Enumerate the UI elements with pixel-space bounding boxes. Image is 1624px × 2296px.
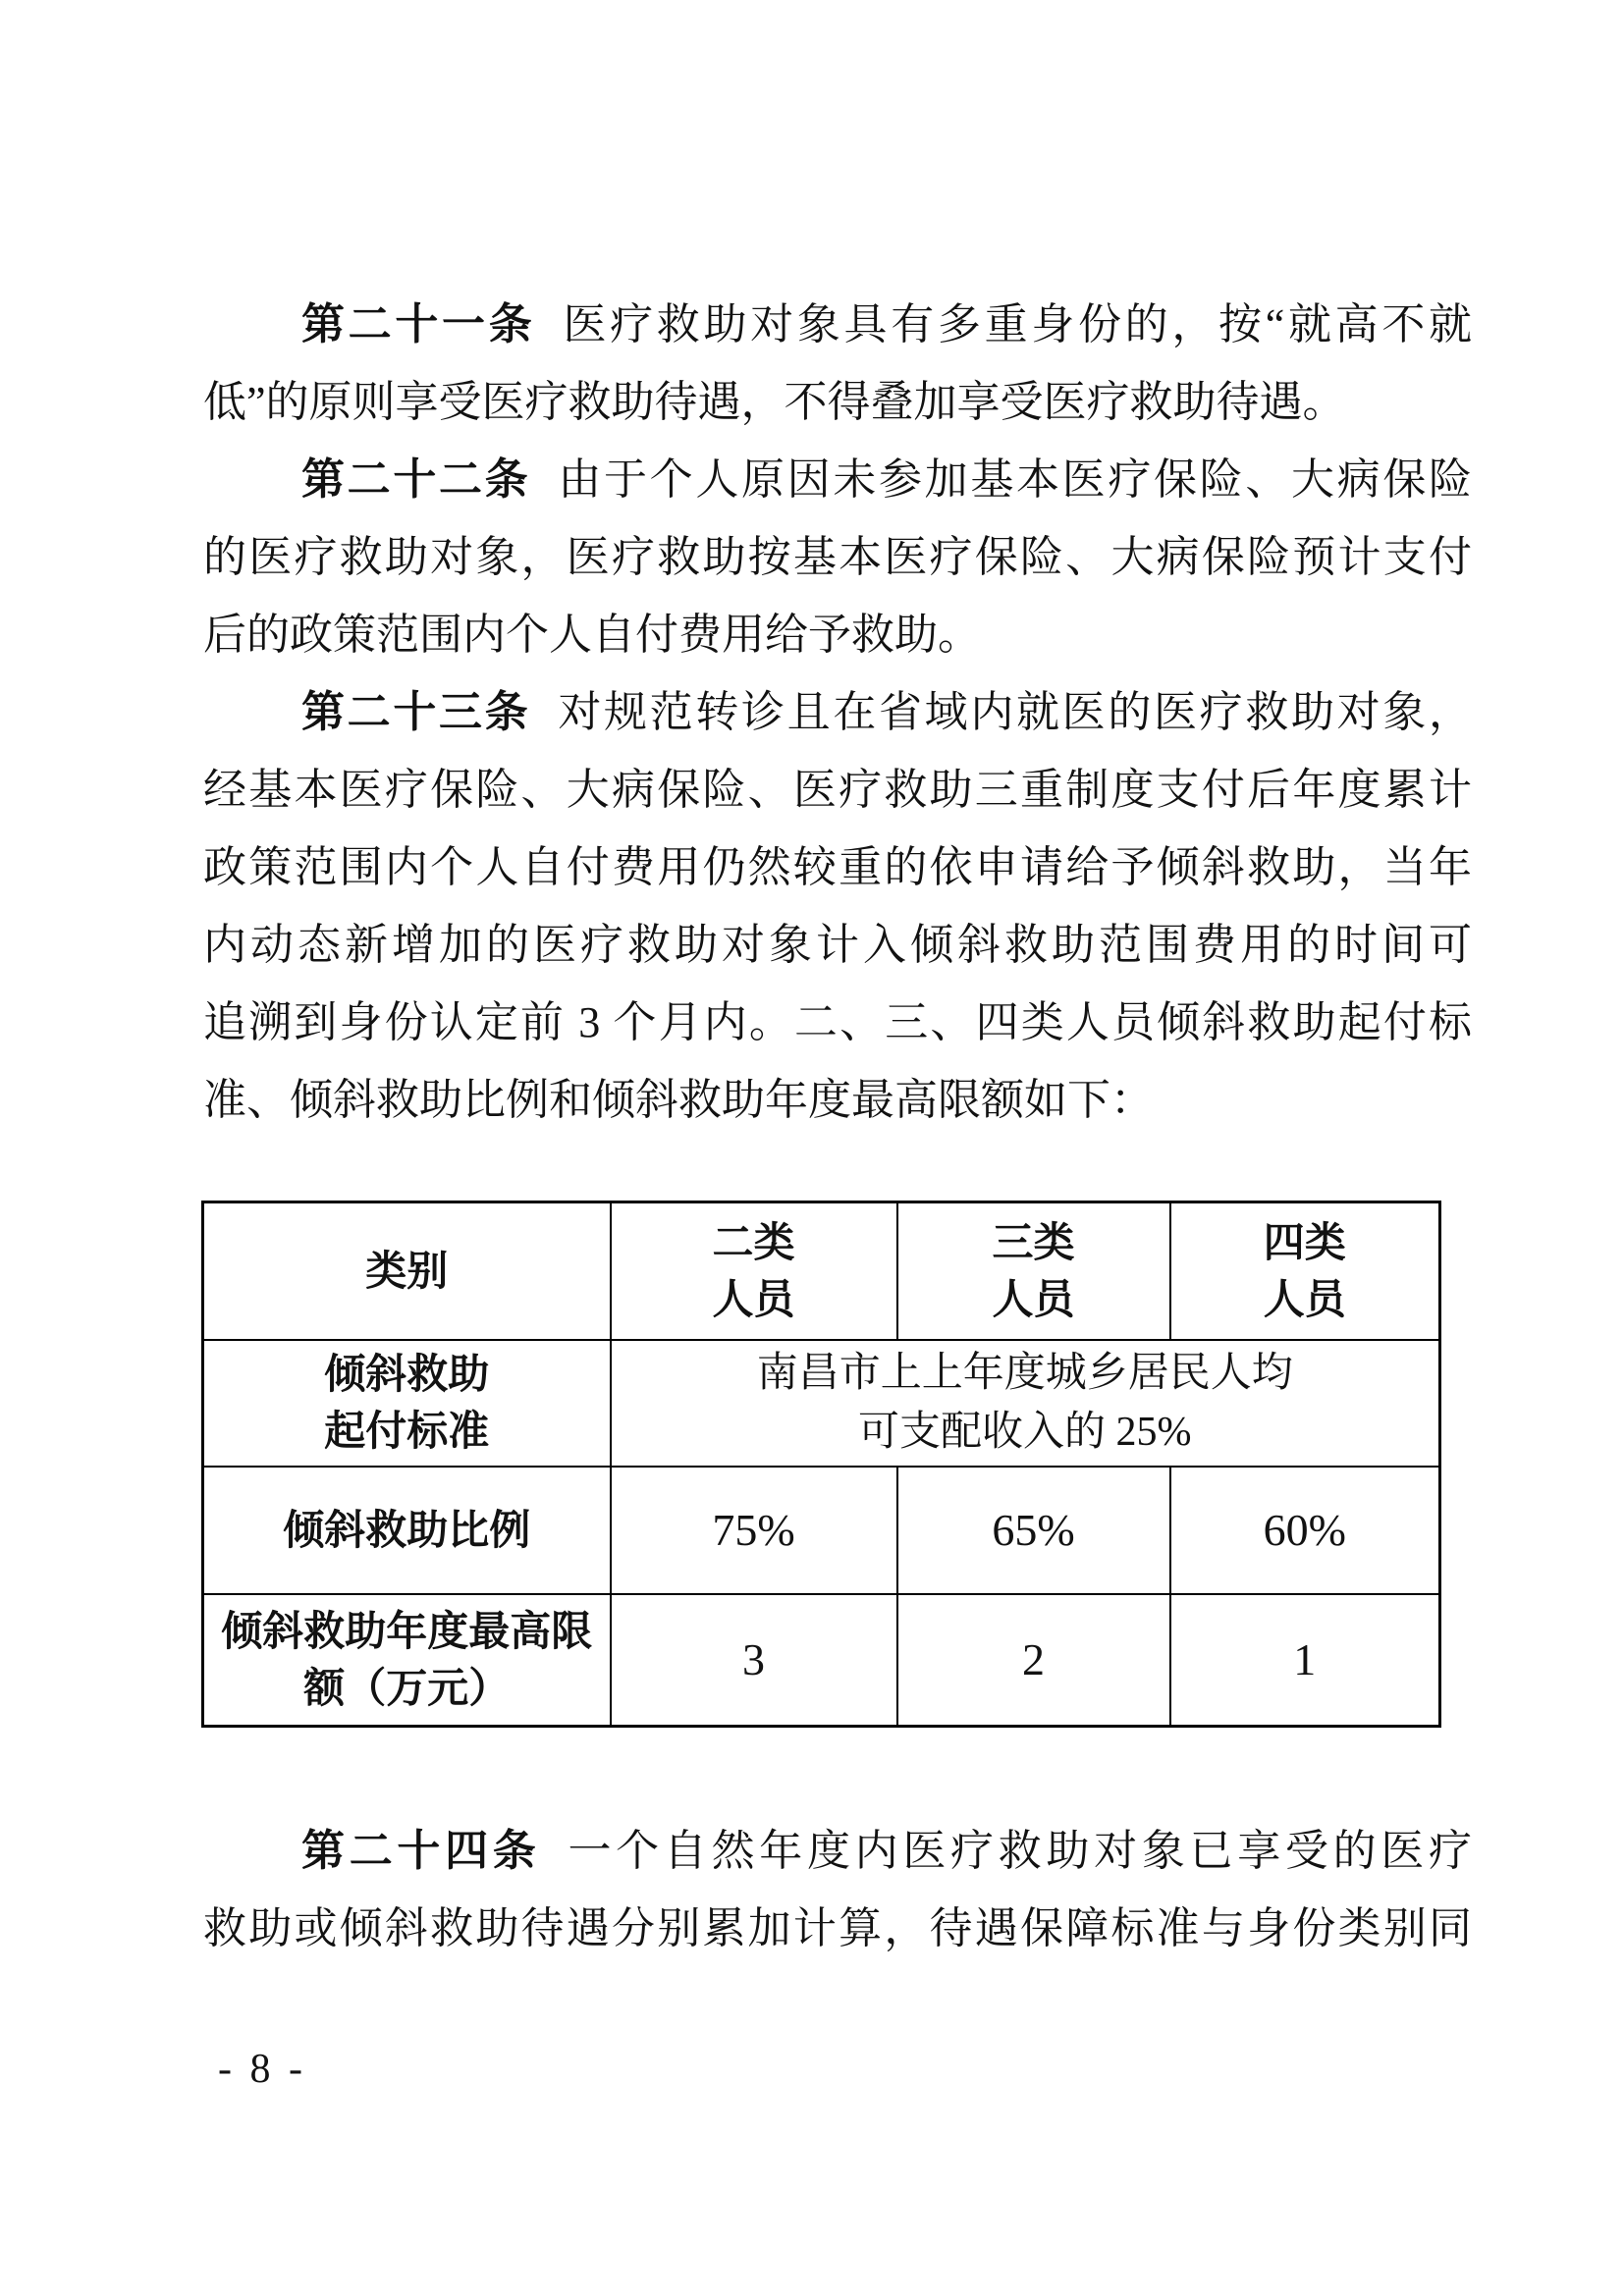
article-24-number: 第二十四条 — [301, 1827, 541, 1875]
header-cell-class3 — [897, 1202, 1170, 1340]
text-line: 低”的原则享受医疗救助待遇，不得叠加享受医疗救助待遇。 — [203, 378, 1346, 426]
article-23-number: 第二十三条 — [301, 688, 531, 736]
header-cell-category: 类别 — [203, 1202, 611, 1340]
header-line: 四类 — [1263, 1218, 1346, 1265]
text-line-content: 对规范转诊且在省域内就医的医疗救助对象， — [558, 688, 1473, 736]
merged-line: 南昌市上上年度城乡居民人均 — [756, 1351, 1293, 1396]
header-line: 人员 — [992, 1275, 1075, 1322]
row-label-ratio: 倾斜救助比例 — [203, 1467, 611, 1594]
cap-class4-cell: 1 — [1170, 1594, 1440, 1727]
article-22-number: 第二十二条 — [301, 455, 531, 504]
closing-text-block — [203, 1812, 1472, 1967]
text-line: 政策范围内个人自付费用仍然较重的依申请给予倾斜救助，当年 — [203, 843, 1472, 891]
text-line: 内动态新增加的医疗救助对象计入倾斜救助范围费用的时间可 — [203, 921, 1472, 969]
ratio-class2-cell: 75% — [611, 1467, 897, 1594]
header-cell-class2 — [611, 1202, 897, 1340]
merged-line: 可支配收入的 25% — [858, 1410, 1192, 1455]
text-line-article-24 — [203, 1812, 1472, 1890]
text-line-content: 一个自然年度内医疗救助对象已享受的医疗 — [568, 1827, 1473, 1875]
label-line: 起付标准 — [324, 1408, 490, 1454]
row-label-cap — [203, 1594, 611, 1727]
row-label-deductible — [203, 1340, 611, 1467]
tilt-assistance-table — [201, 1201, 1441, 1728]
deductible-standard-cell — [611, 1340, 1440, 1467]
header-line: 三类 — [992, 1218, 1075, 1265]
table-row-deductible — [203, 1340, 1440, 1467]
header-line: 人员 — [712, 1275, 795, 1322]
ratio-class3-cell: 65% — [897, 1467, 1170, 1594]
text-line: 追溯到身份认定前 3 个月内。二、三、四类人员倾斜救助起付标 — [203, 998, 1472, 1046]
header-line: 人员 — [1263, 1275, 1346, 1322]
text-line-article-22 — [203, 441, 1472, 518]
text-line-content: 由于个人原因未参加基本医疗保险、大病保险 — [558, 455, 1473, 504]
cap-class3-cell: 2 — [897, 1594, 1170, 1727]
header-cell-class4 — [1170, 1202, 1440, 1340]
text-line: 准、倾斜救助比例和倾斜救助年度最高限额如下： — [203, 1076, 1154, 1124]
text-line: 救助或倾斜救助待遇分别累加计算，待遇保障标准与身份类别同 — [203, 1904, 1472, 1952]
text-line: 的医疗救助对象，医疗救助按基本医疗保险、大病保险预计支付 — [203, 533, 1472, 581]
text-line: 后的政策范围内个人自付费用给予救助。 — [203, 611, 981, 659]
body-text-block — [203, 286, 1472, 1139]
header-line: 二类 — [712, 1218, 795, 1265]
ratio-class4-cell: 60% — [1170, 1467, 1440, 1594]
label-line: 倾斜救助 — [324, 1351, 490, 1397]
cap-class2-cell: 3 — [611, 1594, 897, 1727]
text-line-article-21 — [203, 286, 1472, 363]
text-line: 经基本医疗保险、大病保险、医疗救助三重制度支付后年度累计 — [203, 766, 1472, 814]
text-line-content: 医疗救助对象具有多重身份的，按“就高不就 — [563, 300, 1473, 348]
label-line: 倾斜救助年度最高限 — [221, 1607, 593, 1654]
table-row-ratio — [203, 1467, 1440, 1594]
table-row-cap — [203, 1594, 1440, 1727]
page-number: - 8 - — [218, 2047, 306, 2092]
label-line: 额（万元） — [303, 1664, 511, 1711]
table-header-row — [203, 1202, 1440, 1340]
article-21-number: 第二十一条 — [301, 300, 536, 348]
text-line-article-23 — [203, 673, 1472, 751]
